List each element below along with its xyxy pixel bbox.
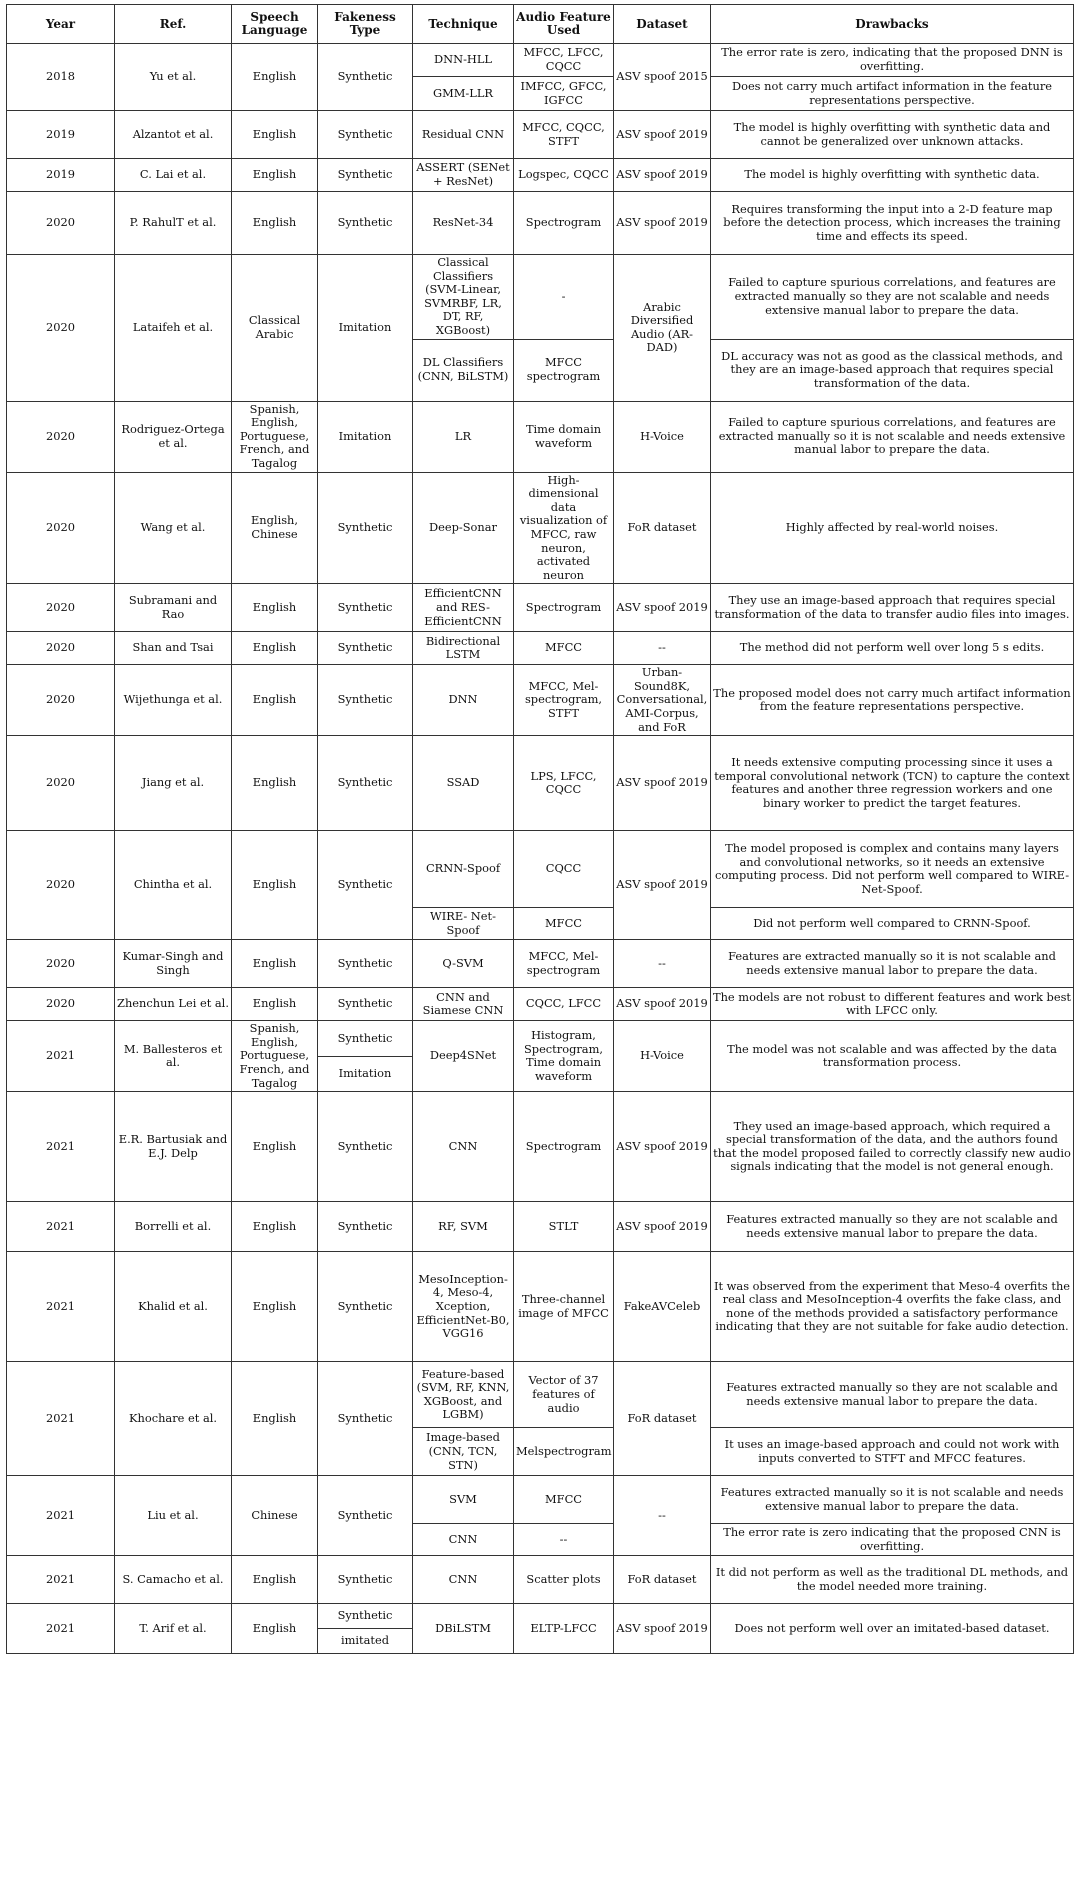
table-row [7, 632, 1074, 665]
feature-cell: Scatter plots [514, 1556, 614, 1604]
table-row [7, 1556, 1074, 1604]
ref-cell: Kumar-Singh and Singh [115, 940, 232, 988]
feature-cell: Three-channel image of MFCC [514, 1252, 614, 1362]
feature-cell: MFCC spectrogram [514, 339, 614, 401]
ref-cell: P. RahulT et al. [115, 192, 232, 255]
header-ref: Ref. [115, 5, 232, 44]
fakeness-cell: Synthetic [318, 1202, 413, 1252]
technique-cell: Deep4SNet [413, 1021, 514, 1092]
technique-cell: Residual CNN [413, 111, 514, 159]
technique-cell: CNN and Siamese CNN [413, 988, 514, 1021]
language-cell: English [232, 988, 318, 1021]
technique-cell: ResNet-34 [413, 192, 514, 255]
drawbacks-cell: It did not perform as well as the traditional DL methods, and the model needed more training. [711, 1556, 1074, 1604]
ref-cell: Shan and Tsai [115, 632, 232, 665]
dataset-cell: ASV spoof 2019 [614, 159, 711, 192]
drawbacks-cell: The models are not robust to different features and work best with LFCC only. [711, 988, 1074, 1021]
technique-cell: MesoInception-4, Meso-4, Xception, EfficientNet-B0, VGG16 [413, 1252, 514, 1362]
ref-cell: Jiang et al. [115, 736, 232, 831]
dataset-cell: H-Voice [614, 401, 711, 472]
feature-cell: CQCC [514, 831, 614, 908]
feature-cell: MFCC, LFCC, CQCC [514, 44, 614, 77]
language-cell: English [232, 665, 318, 736]
drawbacks-cell: Features are extracted manually so it is not scalable and needs extensive manual labor to prepare the data. [711, 940, 1074, 988]
table-row [7, 1252, 1074, 1362]
fakeness-cell: Synthetic [318, 44, 413, 111]
drawbacks-cell: Does not perform well over an imitated-based dataset. [711, 1604, 1074, 1654]
ref-cell: Subramani and Rao [115, 584, 232, 632]
language-cell: English [232, 584, 318, 632]
feature-cell: -- [514, 1524, 614, 1556]
year-cell: 2020 [7, 665, 115, 736]
fakeness-cell: Synthetic [318, 1604, 413, 1629]
technique-cell: DNN-HLL [413, 44, 514, 77]
drawbacks-cell: Requires transforming the input into a 2-D feature map before the detection process, which increases the training time and effects its speed. [711, 192, 1074, 255]
table-row [7, 1604, 1074, 1629]
table-row [7, 111, 1074, 159]
feature-cell: LPS, LFCC, CQCC [514, 736, 614, 831]
fakeness-cell: Synthetic [318, 632, 413, 665]
dataset-cell: ASV spoof 2019 [614, 584, 711, 632]
ref-cell: Zhenchun Lei et al. [115, 988, 232, 1021]
drawbacks-cell: It uses an image-based approach and could not work with inputs converted to STFT and MFCC features. [711, 1428, 1074, 1476]
technique-cell: LR [413, 401, 514, 472]
ref-cell: T. Arif et al. [115, 1604, 232, 1654]
drawbacks-cell: It was observed from the experiment that Meso-4 overfits the real class and MesoInception-4 overfits the fake class, and none of the methods provided a satisfactory performance indicating that they are not suitable for fake audio detection. [711, 1252, 1074, 1362]
table-row [7, 192, 1074, 255]
ref-cell: Borrelli et al. [115, 1202, 232, 1252]
language-cell: English [232, 159, 318, 192]
ref-cell: Khalid et al. [115, 1252, 232, 1362]
feature-cell: MFCC [514, 908, 614, 940]
header-drawbacks: Drawbacks [711, 5, 1074, 44]
dataset-cell: ASV spoof 2019 [614, 111, 711, 159]
technique-cell: CNN [413, 1556, 514, 1604]
fakeness-cell: Synthetic [318, 988, 413, 1021]
feature-cell: High-dimensional data visualization of MFCC, raw neuron, activated neuron [514, 472, 614, 584]
table-row [7, 401, 1074, 472]
ref-cell: Wijethunga et al. [115, 665, 232, 736]
drawbacks-cell: Did not perform well compared to CRNN-Spoof. [711, 908, 1074, 940]
language-cell: Chinese [232, 1476, 318, 1556]
language-cell: English, Chinese [232, 472, 318, 584]
year-cell: 2020 [7, 831, 115, 940]
dataset-cell: ASV spoof 2019 [614, 192, 711, 255]
feature-cell: MFCC [514, 1476, 614, 1524]
dataset-cell: ASV spoof 2019 [614, 988, 711, 1021]
technique-cell: DNN [413, 665, 514, 736]
feature-cell: Time domain waveform [514, 401, 614, 472]
feature-cell: Histogram, Spectrogram, Time domain waveform [514, 1021, 614, 1092]
dataset-cell: FoR dataset [614, 1362, 711, 1476]
feature-cell: Logspec, CQCC [514, 159, 614, 192]
technique-cell: EfficientCNN and RES-EfficientCNN [413, 584, 514, 632]
fakeness-cell: Synthetic [318, 1252, 413, 1362]
drawbacks-cell: DL accuracy was not as good as the classical methods, and they are an image-based approach that requires special transformation of the data. [711, 339, 1074, 401]
fakeness-cell: Synthetic [318, 472, 413, 584]
year-cell: 2021 [7, 1092, 115, 1202]
drawbacks-cell: The model is highly overfitting with synthetic data. [711, 159, 1074, 192]
table-row [7, 1092, 1074, 1202]
year-cell: 2019 [7, 111, 115, 159]
drawbacks-cell: The error rate is zero indicating that the proposed CNN is overfitting. [711, 1524, 1074, 1556]
fakeness-cell: Synthetic [318, 1362, 413, 1476]
year-cell: 2021 [7, 1476, 115, 1556]
year-cell: 2021 [7, 1556, 115, 1604]
drawbacks-cell: They use an image-based approach that requires special transformation of the data to transfer audio files into images. [711, 584, 1074, 632]
feature-cell: MFCC [514, 632, 614, 665]
year-cell: 2020 [7, 940, 115, 988]
year-cell: 2020 [7, 192, 115, 255]
fakeness-cell: Synthetic [318, 192, 413, 255]
year-cell: 2020 [7, 584, 115, 632]
language-cell: English [232, 1556, 318, 1604]
language-cell: English [232, 940, 318, 988]
table-row [7, 1202, 1074, 1252]
header-technique: Technique [413, 5, 514, 44]
table-row [7, 1362, 1074, 1428]
ref-cell: Alzantot et al. [115, 111, 232, 159]
drawbacks-cell: It needs extensive computing processing since it uses a temporal convolutional network (TCN) to capture the context features and another three regression workers and one binary worker to predict the target features. [711, 736, 1074, 831]
header-dataset: Dataset [614, 5, 711, 44]
language-cell: English [232, 632, 318, 665]
table-row [7, 255, 1074, 340]
ref-cell: S. Camacho et al. [115, 1556, 232, 1604]
year-cell: 2020 [7, 632, 115, 665]
drawbacks-cell: The model is highly overfitting with synthetic data and cannot be generalized over unknown attacks. [711, 111, 1074, 159]
language-cell: English [232, 1092, 318, 1202]
technique-cell: WIRE- Net-Spoof [413, 908, 514, 940]
ref-cell: C. Lai et al. [115, 159, 232, 192]
header-audio-feature: Audio Feature Used [514, 5, 614, 44]
feature-cell: Melspectrogram [514, 1428, 614, 1476]
year-cell: 2021 [7, 1252, 115, 1362]
technique-cell: Feature-based (SVM, RF, KNN, XGBoost, and LGBM) [413, 1362, 514, 1428]
dataset-cell: FakeAVCeleb [614, 1252, 711, 1362]
year-cell: 2021 [7, 1202, 115, 1252]
fakeness-cell: Synthetic [318, 1092, 413, 1202]
year-cell: 2020 [7, 472, 115, 584]
drawbacks-cell: Failed to capture spurious correlations, and features are extracted manually so it is not scalable and needs extensive manual labor to prepare the data. [711, 401, 1074, 472]
feature-cell: ELTP-LFCC [514, 1604, 614, 1654]
feature-cell: Spectrogram [514, 584, 614, 632]
fakeness-cell: Imitation [318, 1056, 413, 1091]
header-language: Speech Language [232, 5, 318, 44]
ref-cell: Liu et al. [115, 1476, 232, 1556]
feature-cell: IMFCC, GFCC, IGFCC [514, 77, 614, 111]
technique-cell: Q-SVM [413, 940, 514, 988]
ref-cell: Lataifeh et al. [115, 255, 232, 402]
dataset-cell: ASV spoof 2019 [614, 1604, 711, 1654]
drawbacks-cell: Features extracted manually so it is not scalable and needs extensive manual labor to prepare the data. [711, 1476, 1074, 1524]
table-row [7, 1476, 1074, 1524]
dataset-cell: ASV spoof 2019 [614, 1092, 711, 1202]
feature-cell: MFCC, Mel-spectrogram [514, 940, 614, 988]
ref-cell: Khochare et al. [115, 1362, 232, 1476]
fakeness-cell: Synthetic [318, 1476, 413, 1556]
drawbacks-cell: They used an image-based approach, which required a special transformation of the data, and the authors found that the model proposed failed to correctly classify new audio signals indicating that the model is not general enough. [711, 1092, 1074, 1202]
language-cell: Spanish, English, Portuguese, French, and Tagalog [232, 401, 318, 472]
dataset-cell: ASV spoof 2015 [614, 44, 711, 111]
dataset-cell: -- [614, 632, 711, 665]
dataset-cell: Urban-Sound8K, Conversational, AMI-Corpus, and FoR [614, 665, 711, 736]
language-cell: English [232, 736, 318, 831]
ref-cell: Yu et al. [115, 44, 232, 111]
ref-cell: Chintha et al. [115, 831, 232, 940]
fakeness-cell: Synthetic [318, 1021, 413, 1056]
technique-cell: Image-based (CNN, TCN, STN) [413, 1428, 514, 1476]
table-row [7, 940, 1074, 988]
language-cell: English [232, 1252, 318, 1362]
year-cell: 2021 [7, 1362, 115, 1476]
drawbacks-cell: Does not carry much artifact information in the feature representations perspective. [711, 77, 1074, 111]
drawbacks-cell: Features extracted manually so they are not scalable and needs extensive manual labor to prepare the data. [711, 1202, 1074, 1252]
year-cell: 2021 [7, 1604, 115, 1654]
header-fakeness-type: Fakeness Type [318, 5, 413, 44]
dataset-cell: FoR dataset [614, 1556, 711, 1604]
language-cell: Spanish, English, Portuguese, French, and Tagalog [232, 1021, 318, 1092]
technique-cell: GMM-LLR [413, 77, 514, 111]
technique-cell: CNN [413, 1092, 514, 1202]
drawbacks-cell: Failed to capture spurious correlations, and features are extracted manually so they are not scalable and needs extensive manual labor to prepare the data. [711, 255, 1074, 340]
fakeness-cell: Imitation [318, 401, 413, 472]
dataset-cell: ASV spoof 2019 [614, 1202, 711, 1252]
year-cell: 2018 [7, 44, 115, 111]
ref-cell: M. Ballesteros et al. [115, 1021, 232, 1092]
feature-cell: - [514, 255, 614, 340]
language-cell: English [232, 1202, 318, 1252]
technique-cell: ASSERT (SENet + ResNet) [413, 159, 514, 192]
dataset-cell: ASV spoof 2019 [614, 736, 711, 831]
dataset-cell: Arabic Diversified Audio (AR-DAD) [614, 255, 711, 402]
language-cell: English [232, 1362, 318, 1476]
drawbacks-cell: The model proposed is complex and contains many layers and convolutional networks, so it needs an extensive computing process. Did not perform well compared to WIRE-Net-Spoof. [711, 831, 1074, 908]
technique-cell: Bidirectional LSTM [413, 632, 514, 665]
table-row [7, 831, 1074, 908]
table-row [7, 44, 1074, 77]
year-cell: 2020 [7, 736, 115, 831]
technique-cell: Classical Classifiers (SVM-Linear, SVMRBF, LR, DT, RF, XGBoost) [413, 255, 514, 340]
drawbacks-cell: The proposed model does not carry much artifact information from the feature representations perspective. [711, 665, 1074, 736]
fakeness-cell: imitated [318, 1629, 413, 1654]
feature-cell: Spectrogram [514, 192, 614, 255]
table-container [6, 4, 1074, 1654]
table-row [7, 665, 1074, 736]
table-row [7, 1021, 1074, 1056]
year-cell: 2021 [7, 1021, 115, 1092]
fakeness-cell: Synthetic [318, 111, 413, 159]
ref-cell: E.R. Bartusiak and E.J. Delp [115, 1092, 232, 1202]
language-cell: Classical Arabic [232, 255, 318, 402]
comparison-table [6, 4, 1074, 1654]
technique-cell: SSAD [413, 736, 514, 831]
year-cell: 2020 [7, 988, 115, 1021]
header-year: Year [7, 5, 115, 44]
language-cell: English [232, 831, 318, 940]
year-cell: 2020 [7, 255, 115, 402]
technique-cell: CRNN-Spoof [413, 831, 514, 908]
table-row [7, 988, 1074, 1021]
technique-cell: DL Classifiers (CNN, BiLSTM) [413, 339, 514, 401]
technique-cell: DBiLSTM [413, 1604, 514, 1654]
technique-cell: Deep-Sonar [413, 472, 514, 584]
ref-cell: Rodriguez-Ortega et al. [115, 401, 232, 472]
dataset-cell: -- [614, 1476, 711, 1556]
table-row [7, 159, 1074, 192]
fakeness-cell: Synthetic [318, 584, 413, 632]
header-row [7, 5, 1074, 44]
dataset-cell: H-Voice [614, 1021, 711, 1092]
table-row [7, 584, 1074, 632]
drawbacks-cell: The model was not scalable and was affected by the data transformation process. [711, 1021, 1074, 1092]
feature-cell: STLT [514, 1202, 614, 1252]
technique-cell: CNN [413, 1524, 514, 1556]
fakeness-cell: Synthetic [318, 159, 413, 192]
ref-cell: Wang et al. [115, 472, 232, 584]
feature-cell: CQCC, LFCC [514, 988, 614, 1021]
table-row [7, 736, 1074, 831]
drawbacks-cell: The method did not perform well over long 5 s edits. [711, 632, 1074, 665]
drawbacks-cell: Features extracted manually so they are not scalable and needs extensive manual labor to prepare the data. [711, 1362, 1074, 1428]
language-cell: English [232, 1604, 318, 1654]
drawbacks-cell: The error rate is zero, indicating that the proposed DNN is overfitting. [711, 44, 1074, 77]
technique-cell: RF, SVM [413, 1202, 514, 1252]
feature-cell: Spectrogram [514, 1092, 614, 1202]
dataset-cell: ASV spoof 2019 [614, 831, 711, 940]
language-cell: English [232, 44, 318, 111]
year-cell: 2019 [7, 159, 115, 192]
year-cell: 2020 [7, 401, 115, 472]
feature-cell: MFCC, Mel-spectrogram, STFT [514, 665, 614, 736]
fakeness-cell: Synthetic [318, 1556, 413, 1604]
technique-cell: SVM [413, 1476, 514, 1524]
fakeness-cell: Synthetic [318, 736, 413, 831]
language-cell: English [232, 111, 318, 159]
feature-cell: Vector of 37 features of audio [514, 1362, 614, 1428]
drawbacks-cell: Highly affected by real-world noises. [711, 472, 1074, 584]
fakeness-cell: Synthetic [318, 665, 413, 736]
feature-cell: MFCC, CQCC, STFT [514, 111, 614, 159]
language-cell: English [232, 192, 318, 255]
fakeness-cell: Imitation [318, 255, 413, 402]
dataset-cell: FoR dataset [614, 472, 711, 584]
dataset-cell: -- [614, 940, 711, 988]
table-row [7, 472, 1074, 584]
fakeness-cell: Synthetic [318, 940, 413, 988]
fakeness-cell: Synthetic [318, 831, 413, 940]
